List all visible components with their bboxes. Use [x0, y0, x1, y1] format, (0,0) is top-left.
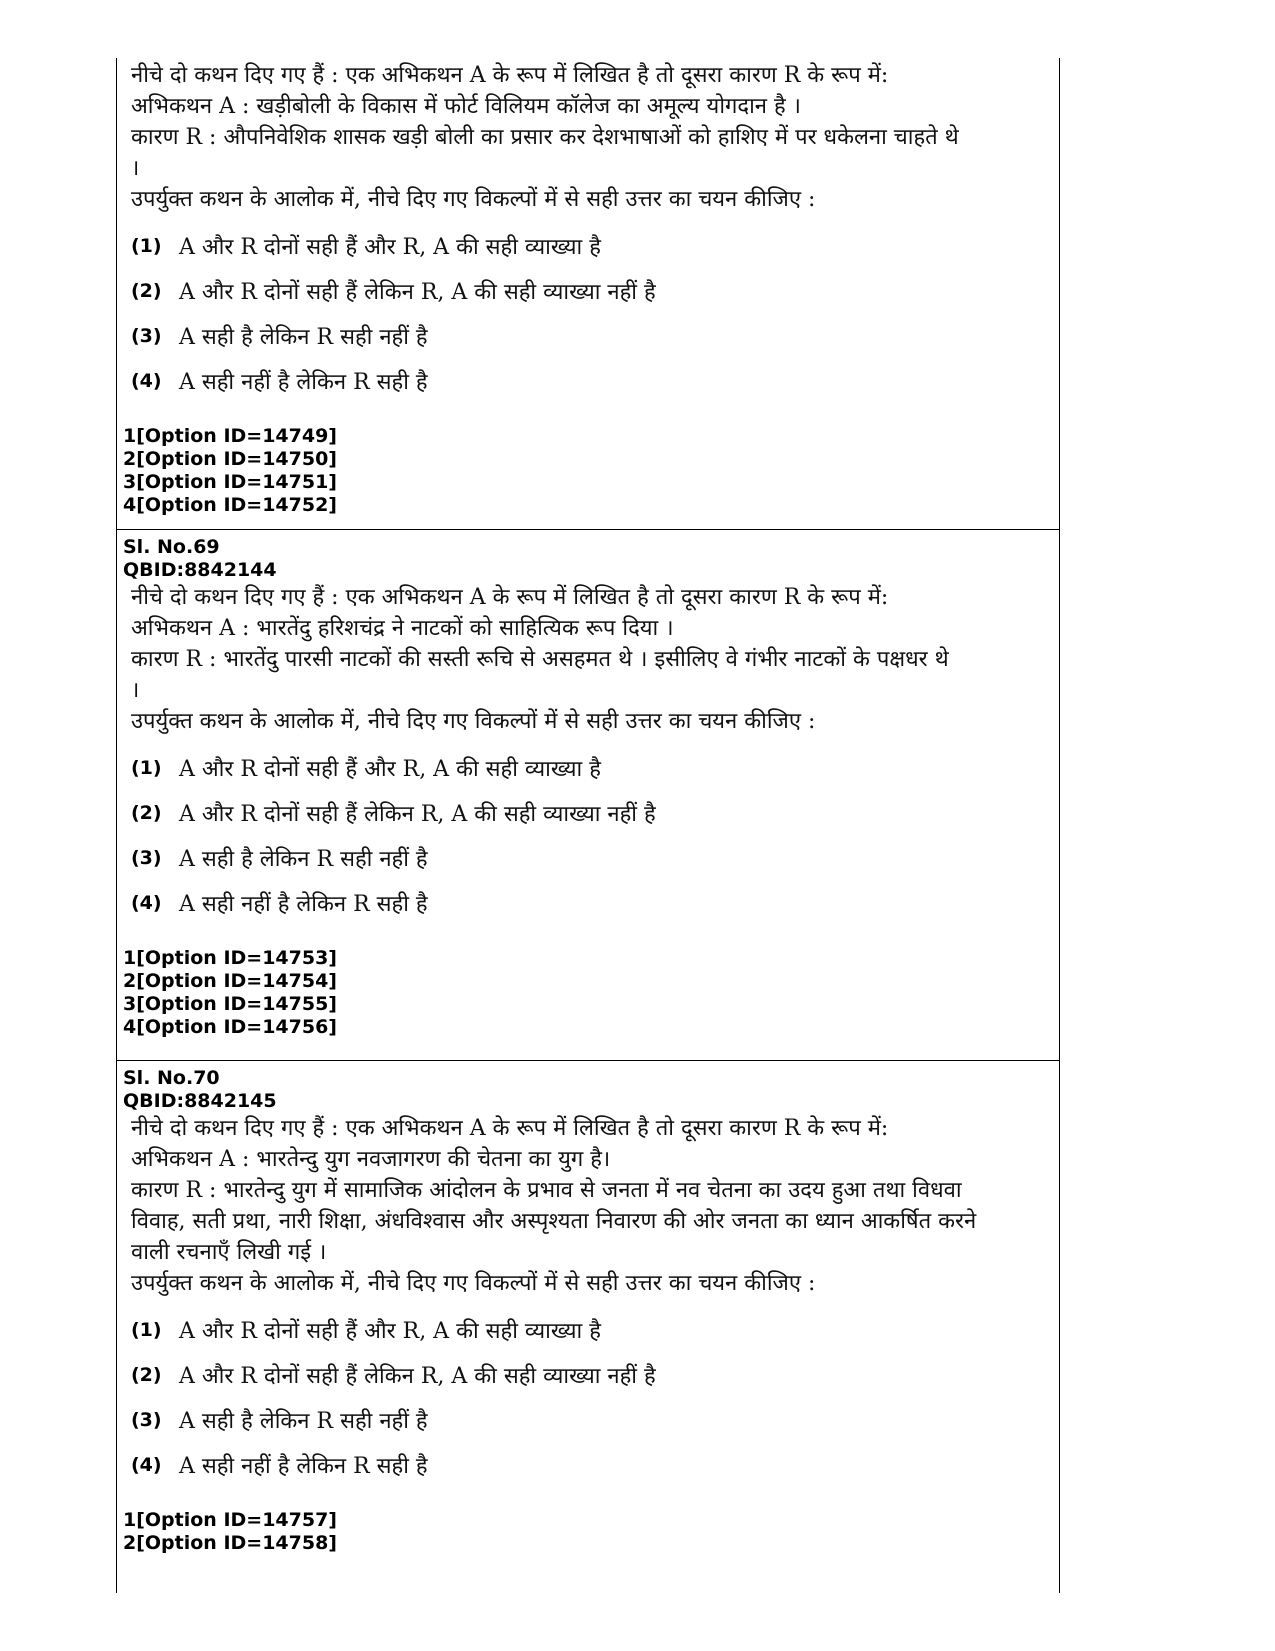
options-list: [117, 1307, 1059, 1487]
reason-line-end: ।: [131, 156, 140, 181]
option-id: 4[Option ID=14752]: [123, 494, 337, 516]
assertion-line: अभिकथन A : भारतेंदु हरिशचंद्र ने नाटकों को साहित्यिक रूप दिया ।: [131, 616, 674, 641]
option-id: 3[Option ID=14755]: [123, 993, 337, 1015]
option-1[interactable]: [131, 223, 1059, 268]
option-id: 1[Option ID=14753]: [123, 947, 337, 969]
options-list: [117, 223, 1059, 403]
reason-line-2: विवाह, सती प्रथा, नारी शिक्षा, अंधविश्वास और अस्पृश्यता निवारण की ओर जनता का ध्यान आकर्षित करने: [131, 1209, 977, 1234]
option-1[interactable]: [131, 1307, 1059, 1352]
options-list: [117, 745, 1059, 925]
option-text: A सही है लेकिन R सही नहीं है: [179, 324, 428, 350]
option-text: A और R दोनों सही हैं और R, A की सही व्याख्या है: [179, 756, 601, 782]
option-text: A सही नहीं है लेकिन R सही है: [179, 1453, 428, 1479]
option-number: (4): [131, 891, 162, 914]
option-number: (1): [131, 1318, 162, 1341]
serial-number: Sl. No.70: [123, 1067, 220, 1089]
option-4[interactable]: [131, 880, 1059, 925]
option-4[interactable]: [131, 1442, 1059, 1487]
question-text: [117, 1113, 1059, 1299]
option-3[interactable]: [131, 835, 1059, 880]
serial-number: Sl. No.69: [123, 536, 220, 558]
option-text: A सही है लेकिन R सही नहीं है: [179, 1408, 428, 1434]
option-number: (3): [131, 846, 162, 869]
question-text: [117, 582, 1059, 737]
question-line: नीचे दो कथन दिए गए हैं : एक अभिकथन A के रूप में लिखित है तो दूसरा कारण R के रूप में:: [131, 1116, 889, 1141]
option-text: A और R दोनों सही हैं लेकिन R, A की सही व्याख्या नहीं है: [179, 279, 656, 305]
option-id: 1[Option ID=14757]: [123, 1509, 337, 1531]
option-number: (2): [131, 1363, 162, 1386]
option-text: A सही नहीं है लेकिन R सही है: [179, 369, 428, 395]
option-text: A सही नहीं है लेकिन R सही है: [179, 891, 428, 917]
option-text: A और R दोनों सही हैं लेकिन R, A की सही व्याख्या नहीं है: [179, 801, 656, 827]
option-id-list: [117, 425, 1059, 517]
assertion-line: अभिकथन A : खड़ीबोली के विकास में फोर्ट विलियम कॉलेज का अमूल्य योगदान है ।: [131, 94, 801, 119]
question-block-70: [117, 1061, 1059, 1593]
option-id: 4[Option ID=14756]: [123, 1016, 337, 1038]
reason-line-3: वाली रचनाएँ लिखी गई ।: [131, 1240, 327, 1265]
question-page: [116, 58, 1060, 1593]
option-text: A और R दोनों सही हैं लेकिन R, A की सही व्याख्या नहीं है: [179, 1363, 656, 1389]
instruction-line: उपर्युक्त कथन के आलोक में, नीचे दिए गए विकल्पों में से सही उत्तर का चयन कीजिए :: [131, 1271, 816, 1296]
option-number: (4): [131, 369, 162, 392]
reason-line: कारण R : भारतेंदु पारसी नाटकों की सस्ती रूचि से असहमत थे । इसीलिए वे गंभीर नाटकों के पक्षधर थे: [131, 647, 949, 672]
reason-line-end: ।: [131, 678, 140, 703]
option-text: A सही है लेकिन R सही नहीं है: [179, 846, 428, 872]
option-text: A और R दोनों सही हैं और R, A की सही व्याख्या है: [179, 234, 601, 260]
option-id: 1[Option ID=14749]: [123, 425, 337, 447]
option-number: (2): [131, 801, 162, 824]
question-block-68: [117, 58, 1059, 530]
option-id-list: [117, 947, 1059, 1039]
option-id-list: [117, 1509, 1059, 1555]
qbid: QBID:8842145: [123, 1090, 277, 1112]
assertion-line: अभिकथन A : भारतेन्दु युग नवजागरण की चेतना का युग है।: [131, 1147, 611, 1172]
option-2[interactable]: [131, 790, 1059, 835]
question-block-69: [117, 530, 1059, 1061]
question-text: [117, 58, 1059, 215]
option-number: (1): [131, 234, 162, 257]
question-line: नीचे दो कथन दिए गए हैं : एक अभिकथन A के रूप में लिखित है तो दूसरा कारण R के रूप में:: [131, 63, 889, 88]
option-3[interactable]: [131, 1397, 1059, 1442]
option-number: (1): [131, 756, 162, 779]
instruction-line: उपर्युक्त कथन के आलोक में, नीचे दिए गए विकल्पों में से सही उत्तर का चयन कीजिए :: [131, 709, 816, 734]
option-1[interactable]: [131, 745, 1059, 790]
instruction-line: उपर्युक्त कथन के आलोक में, नीचे दिए गए विकल्पों में से सही उत्तर का चयन कीजिए :: [131, 187, 816, 212]
option-id: 2[Option ID=14754]: [123, 970, 337, 992]
option-2[interactable]: [131, 1352, 1059, 1397]
option-number: (2): [131, 279, 162, 302]
option-number: (3): [131, 1408, 162, 1431]
option-id: 2[Option ID=14750]: [123, 448, 337, 470]
question-line: नीचे दो कथन दिए गए हैं : एक अभिकथन A के रूप में लिखित है तो दूसरा कारण R के रूप में:: [131, 585, 889, 610]
option-id: 3[Option ID=14751]: [123, 471, 337, 493]
reason-line: कारण R : भारतेन्दु युग में सामाजिक आंदोलन के प्रभाव से जनता में नव चेतना का उदय हुआ तथा विधवा: [131, 1178, 962, 1203]
option-text: A और R दोनों सही हैं और R, A की सही व्याख्या है: [179, 1318, 601, 1344]
reason-line: कारण R : औपनिवेशिक शासक खड़ी बोली का प्रसार कर देशभाषाओं को हाशिए में पर धकेलना चाहते थे: [131, 125, 959, 150]
option-number: (4): [131, 1453, 162, 1476]
question-header: [117, 530, 1059, 582]
option-4[interactable]: [131, 358, 1059, 403]
option-2[interactable]: [131, 268, 1059, 313]
option-id: 2[Option ID=14758]: [123, 1532, 337, 1554]
question-header: [117, 1061, 1059, 1113]
option-number: (3): [131, 324, 162, 347]
option-3[interactable]: [131, 313, 1059, 358]
qbid: QBID:8842144: [123, 559, 277, 581]
